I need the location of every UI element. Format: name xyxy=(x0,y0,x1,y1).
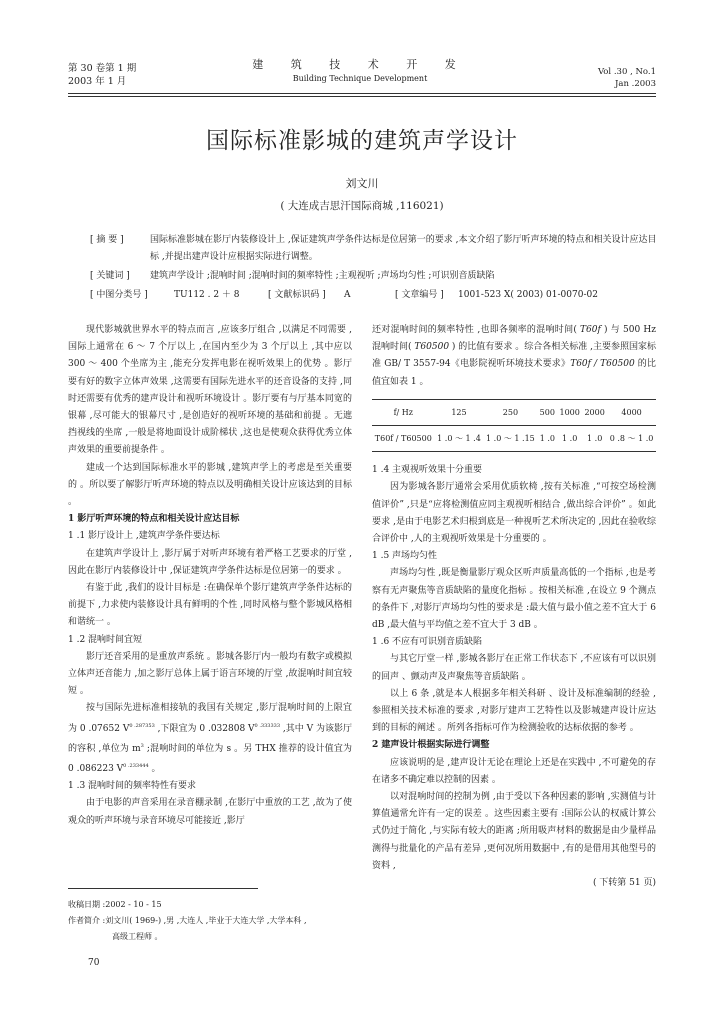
doc-code-value: A xyxy=(344,290,351,300)
article-no-label: [ 文章编号 ] xyxy=(395,290,444,300)
author-bio-cont: 高级工程师 。 xyxy=(112,932,163,941)
doc-code-label: [ 文献标识码 ] xyxy=(268,290,326,300)
subsection-heading: 1 .3 混响时间的频率特性有要求 xyxy=(68,781,197,792)
subsection-heading: 1 .5 声场均匀性 xyxy=(372,551,438,562)
journal-volume xyxy=(598,66,656,90)
author-bio: 作者简介 :刘文川( 1969-) ,男 ,大连人 ,毕业于大连大学 ,大学本科 , xyxy=(68,916,307,925)
exponent: 0 .333333 xyxy=(254,722,280,729)
text: ,其中 V 为该影厅的容积 ,单位为 m xyxy=(68,723,352,754)
table-cell: 0 .8 ～ 1 .0 xyxy=(607,426,656,452)
symbol: T60500 xyxy=(414,342,450,353)
table-cell: 1 .0 ～ 1 .15 xyxy=(483,426,537,452)
abstract xyxy=(90,232,665,266)
subsection-heading: 1 .4 主观视听效果十分重要 xyxy=(372,465,483,476)
text: ,下限宜为 0 .032808 V xyxy=(154,723,255,734)
header-rule xyxy=(68,96,656,97)
paragraph xyxy=(372,322,656,391)
paragraph: 与其它厅堂一样 ,影城各影厅在正常工作状态下 ,不应该有可以识别的回声 、颤动声及声聚焦等音质缺陷 。 xyxy=(372,654,656,682)
journal-name-cn: 建 筑 技 术 开 发 xyxy=(252,58,468,71)
table-cell: 1 .0 xyxy=(537,426,557,452)
issue-date: 2003 年 1 月 xyxy=(68,76,127,87)
abstract-text: 国际标准影城在影厅内装修设计上 ,保证建筑声学条件达标是位居第一的要求 ,本文介绍了影厅听声环境的特点和相关设计应达目标 ,并提出建声设计应根据实际进行调整。 xyxy=(150,235,657,262)
table-cell: 1000 xyxy=(557,399,582,425)
symbol: T60f xyxy=(580,325,601,335)
keywords-text: 建筑声学设计 ;混响时间 ;混响时间的频率特性 ;主观视听 ;声场均匀性 ;可识别音质缺陷 xyxy=(150,271,495,281)
table-cell: 500 xyxy=(537,399,557,425)
keywords xyxy=(90,268,665,285)
subsection-heading: 1 .6 不应有可识别音质缺陷 xyxy=(372,637,483,648)
left-column xyxy=(68,322,352,830)
volume-label: Vol .30 , No.1 xyxy=(597,67,656,77)
symbol: T60f / T60500 xyxy=(570,359,635,370)
section-heading: 1 影厅听声环境的特点和相关设计应达目标 xyxy=(68,514,240,525)
section-heading: 2 建声设计根据实际进行调整 xyxy=(372,740,490,751)
paragraph xyxy=(68,700,352,778)
text: 。 xyxy=(148,764,161,775)
paragraph: 因为影城各影厅通常会采用优质软椅 ,按有关标准 ,“可按空场检测值评价” ,只是“应将检测值应同主观视听相结合 ,做出综合评价” 。如此要求 ,是由于电影艺术归根到底是一种视听艺术所决定的 ,因此在验收综合评价中 ,人的主观视听效果是十分重要的 。 xyxy=(372,482,656,545)
table-cell: f/ Hz xyxy=(372,399,435,425)
paragraph: 以对混响时间的控制为例 ,由于受以下各种因素的影响 ,实测值与计算值通常允许有一定的误差 。这些因素主要有 :国际公认的权威计算公式仍过于简化 ,与实际有较大的距离 ;所用吸声材料的数据是由少量样品测得与批量化的产品有差异 ,更何况所用数据中 ,有的是借用其他型号的资料 , xyxy=(372,792,656,871)
exponent: 0 .287353 xyxy=(129,722,155,729)
author: 刘文川 xyxy=(345,177,379,190)
exponent: 3 xyxy=(140,742,144,749)
exponent: 0 .233444 xyxy=(123,763,149,770)
table-cell: 4000 xyxy=(607,399,656,425)
affiliation: ( 大连成吉思汗国际商城 ,116021) xyxy=(280,200,444,212)
footnote-rule xyxy=(68,888,258,889)
clc-value: TU112 . 2 ＋ 8 xyxy=(174,290,240,300)
text: 按与国际先进标准相接轨的我国有关规定 ,影厅混响时间的上限宜为 0 .07652 V xyxy=(68,703,352,734)
journal-name-en: Building Technique Development xyxy=(292,74,428,83)
header-rule xyxy=(68,93,656,94)
date-en: Jan .2003 xyxy=(615,79,656,89)
paragraph: 应该说明的是 ,建声设计无论在理论上还是在实践中 ,不可避免的存在诸多不确定难以控制的因素 。 xyxy=(372,757,656,785)
subsection-heading: 1 .2 混响时间宜短 xyxy=(68,634,143,645)
table-cell: 1 .0 ～ 1 .4 xyxy=(435,426,484,452)
journal-name xyxy=(250,56,470,83)
paragraph: 建成一个达到国际标准水平的影城 ,建筑声学上的考虑是至关重要的 。所以要了解影厅听声环境的特点以及明确相关设计应该达到的目标 。 xyxy=(68,462,352,508)
page-number: 70 xyxy=(88,958,100,968)
paragraph: 声场均匀性 ,既是衡量影厅观众区听声质量高低的一个指标 ,也是考察有无声聚焦等音质缺陷的量度化指标 。按相关标准 ,在设立 9 个测点的条件下 ,对影厅声场均匀性的要求是 :最大值与最小值之差不宜大于 6 dB ,最大值与平均值之差不宜大于 3 dB 。 xyxy=(372,568,656,631)
paragraph: 有鉴于此 ,我们的设计目标是 :在确保单个影厅建筑声学条件达标的前提下 ,力求使内装修设计具有鲜明的个性 ,同时风格与整个影城风格相和谐统一 。 xyxy=(68,583,352,628)
issue-label: 第 30 卷第 1 期 xyxy=(68,63,137,74)
table-row xyxy=(372,426,656,452)
table-cell: 1 .0 xyxy=(582,426,607,452)
text: ) 与 500 Hz 混响时间( xyxy=(372,325,656,353)
keywords-label: [ 关键词 ] xyxy=(90,271,130,281)
table-cell: 250 xyxy=(483,399,537,425)
abstract-label: [ 摘 要 ] xyxy=(90,235,124,245)
subsection-heading: 1 .1 影厅设计上 ,建筑声学条件要达标 xyxy=(68,531,220,542)
table-cell: 1 .0 xyxy=(557,426,582,452)
received-date: 收稿日期 :2002 - 10 - 15 xyxy=(68,900,162,909)
clc-label: [ 中图分类号 ] xyxy=(90,290,148,300)
paper-title: 国际标准影城的建筑声学设计 xyxy=(206,128,518,154)
paragraph: 现代影城就世界水平的特点而言 ,应该多厅组合 ,以满足不同需要 ,国际上通常在 6 ～ 7 个厅以上 ,在国内至少为 3 个厅以上 ,其中应以 300 ～ 400 个坐席为主 ,能充分发挥电影在视听效果上的优势 。影厅要有好的数字立体声效果 ,这需要有国际先进水平的还音设备的支持 ,同时还需要有优秀的建声设计和视听环境设计 。影厅要有与厅基本同宽的银幕 ,尽可能大的银幕尺寸 ,是创造好的视听环境的基础和前提 。无遮挡视线的坐席 ,一般是将地面设计成阶梯状 ,这也是使观众获得优秀立体声效果的重要前提条件 。 xyxy=(68,325,352,456)
table-cell: 2000 xyxy=(582,399,607,425)
text: 还对混响时间的频率特性 ,也即各频率的混响时间( xyxy=(372,325,581,335)
article-no-value: 1001-523 X( 2003) 01-0070-02 xyxy=(458,290,598,300)
continuation-note: ( 下转第 51 页) xyxy=(592,878,656,889)
text: ) 的比值有要求 。综合各相关标准 ,主要参照国家标准 GB/ T 3557-94《电影院视听环境技术要求》 xyxy=(372,342,656,370)
table-cell: 125 xyxy=(435,399,484,425)
footnote xyxy=(68,897,368,945)
journal-issue xyxy=(68,62,136,88)
table-cell: T60f / T60500 xyxy=(372,426,435,452)
table-header-row xyxy=(372,399,656,425)
paragraph: 在建筑声学设计上 ,影厅属于对听声环境有着严格工艺要求的厅堂 ,因此在影厅内装修设计中 ,保证建筑声学条件达标是位居第一的要求 。 xyxy=(68,548,352,576)
paragraph: 影厅还音采用的是重放声系统 。影城各影厅内一般均有数字或模拟立体声还音能力 ,加之影厅总体上属于语言环境的厅堂 ,故混响时间宜较短 。 xyxy=(68,651,352,697)
classification xyxy=(90,287,665,304)
text: ;混响时间的单位为 s 。另 THX 推荐的设计值宜为 0 .086223 V xyxy=(68,743,352,775)
text: 的比值宜如表 1 。 xyxy=(372,359,656,387)
right-column xyxy=(372,322,656,892)
paragraph: 由于电影的声音采用在录音棚录制 ,在影厅中重放的工艺 ,故为了使观众的听声环境与录音环境尽可能接近 ,影厅 xyxy=(68,798,352,826)
paragraph: 以上 6 条 ,就是本人根据多年相关科研 、设计及标准编制的经验 ,参照相关技术标准的要求 ,对影厅建声工艺特性以及影城建声设计应达到的目标的阐述 。所列各指标可作为检测验收的达标依据的参考 。 xyxy=(372,688,656,734)
table-1 xyxy=(372,399,656,452)
